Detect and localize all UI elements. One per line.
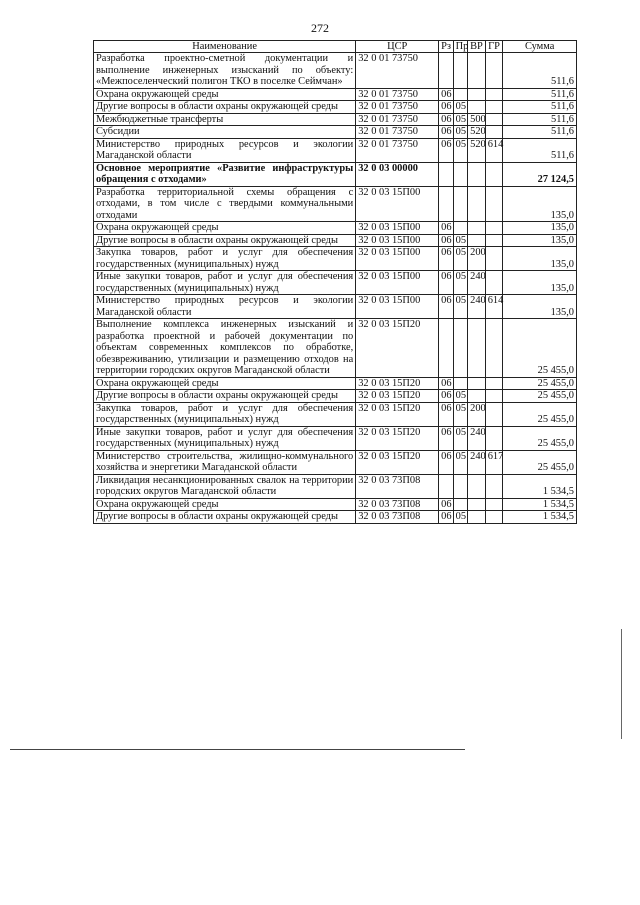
cell-csr: 32 0 03 15П00 [356, 186, 439, 222]
cell-name: Охрана окружающей среды [94, 88, 356, 101]
cell-rz: 06 [439, 138, 454, 162]
cell-sum: 1 534,5 [503, 498, 577, 511]
cell-pr [453, 53, 468, 89]
table-row [94, 295, 577, 319]
cell-name: Другие вопросы в области охраны окружающей среды [94, 390, 356, 403]
cell-name: Выполнение комплекса инженерных изысканий и разработка проектной и рабочей документации по объектам современных комплексов по обработке, обезвреживанию, утилизации и размещению отходов на территории городских округов Магаданской области [94, 319, 356, 378]
cell-vr [468, 511, 486, 524]
cell-sum: 25 455,0 [503, 390, 577, 403]
cell-pr [453, 186, 468, 222]
cell-vr: 200 [468, 402, 486, 426]
cell-gr [485, 234, 503, 247]
cell-csr: 32 0 01 73750 [356, 88, 439, 101]
cell-pr [453, 222, 468, 235]
cell-sum: 25 455,0 [503, 377, 577, 390]
cell-name: Закупка товаров, работ и услуг для обеспечения государственных (муниципальных) нужд [94, 402, 356, 426]
cell-sum: 135,0 [503, 247, 577, 271]
cell-csr: 32 0 01 73750 [356, 138, 439, 162]
budget-table [93, 40, 577, 524]
table-row [94, 402, 577, 426]
cell-vr [468, 319, 486, 378]
cell-gr [485, 113, 503, 126]
cell-gr [485, 377, 503, 390]
cell-gr [485, 426, 503, 450]
cell-vr: 240 [468, 450, 486, 474]
cell-rz: 06 [439, 377, 454, 390]
cell-csr: 32 0 01 73750 [356, 53, 439, 89]
cell-csr: 32 0 03 73П08 [356, 474, 439, 498]
cell-rz: 06 [439, 222, 454, 235]
cell-csr: 32 0 03 73П08 [356, 498, 439, 511]
cell-gr [485, 390, 503, 403]
cell-sum: 135,0 [503, 234, 577, 247]
cell-rz: 06 [439, 126, 454, 139]
margin-mark [621, 629, 622, 739]
cell-csr: 32 0 01 73750 [356, 101, 439, 114]
table-row [94, 450, 577, 474]
cell-pr: 05 [453, 402, 468, 426]
cell-csr: 32 0 03 15П20 [356, 390, 439, 403]
cell-gr [485, 511, 503, 524]
cell-pr: 05 [453, 271, 468, 295]
header-name: Наименование [94, 41, 356, 53]
cell-name: Иные закупки товаров, работ и услуг для обеспечения государственных (муниципальных) нужд [94, 426, 356, 450]
cell-name: Закупка товаров, работ и услуг для обеспечения государственных (муниципальных) нужд [94, 247, 356, 271]
cell-name: Министерство природных ресурсов и экологии Магаданской области [94, 138, 356, 162]
cell-rz: 06 [439, 247, 454, 271]
cell-vr: 520 [468, 138, 486, 162]
header-rz: Рз [439, 41, 454, 53]
cell-name: Субсидии [94, 126, 356, 139]
cell-pr: 05 [453, 247, 468, 271]
header-csr: ЦСР [356, 41, 439, 53]
cell-csr: 32 0 03 15П20 [356, 426, 439, 450]
table-row [94, 390, 577, 403]
cell-rz [439, 53, 454, 89]
cell-name: Основное мероприятие «Развитие инфраструктуры обращения с отходами» [94, 162, 356, 186]
cell-pr: 05 [453, 113, 468, 126]
cell-gr [485, 186, 503, 222]
cell-csr: 32 0 03 15П00 [356, 222, 439, 235]
cell-csr: 32 0 03 73П08 [356, 511, 439, 524]
cell-name: Министерство природных ресурсов и экологии Магаданской области [94, 295, 356, 319]
cell-gr [485, 101, 503, 114]
cell-sum: 135,0 [503, 271, 577, 295]
cell-gr [485, 247, 503, 271]
cell-sum: 135,0 [503, 295, 577, 319]
cell-vr [468, 474, 486, 498]
cell-vr [468, 53, 486, 89]
cell-sum: 135,0 [503, 186, 577, 222]
cell-sum: 25 455,0 [503, 402, 577, 426]
header-vr: ВР [468, 41, 486, 53]
table-row [94, 271, 577, 295]
cell-sum: 25 455,0 [503, 319, 577, 378]
table-row [94, 426, 577, 450]
table-row [94, 474, 577, 498]
cell-vr [468, 88, 486, 101]
cell-sum: 511,6 [503, 88, 577, 101]
table-header-row [94, 41, 577, 53]
cell-rz: 06 [439, 234, 454, 247]
cell-gr: 614 [485, 295, 503, 319]
cell-name: Министерство строительства, жилищно-коммунального хозяйства и энергетики Магаданской области [94, 450, 356, 474]
cell-gr [485, 126, 503, 139]
table-body [94, 53, 577, 524]
cell-pr [453, 88, 468, 101]
cell-sum: 25 455,0 [503, 450, 577, 474]
cell-name: Другие вопросы в области охраны окружающей среды [94, 101, 356, 114]
cell-pr [453, 319, 468, 378]
cell-sum: 1 534,5 [503, 511, 577, 524]
cell-name: Разработка территориальной схемы обращения с отходами, в том числе с твердыми коммунальными отходами [94, 186, 356, 222]
cell-gr [485, 271, 503, 295]
cell-csr: 32 0 03 15П20 [356, 402, 439, 426]
cell-pr: 05 [453, 138, 468, 162]
cell-pr: 05 [453, 450, 468, 474]
cell-gr [485, 474, 503, 498]
cell-rz: 06 [439, 88, 454, 101]
header-pr: Пр [453, 41, 468, 53]
cell-name: Другие вопросы в области охраны окружающей среды [94, 511, 356, 524]
cell-gr [485, 222, 503, 235]
cell-sum: 511,6 [503, 53, 577, 89]
cell-name: Иные закупки товаров, работ и услуг для обеспечения государственных (муниципальных) нужд [94, 271, 356, 295]
table-row [94, 162, 577, 186]
table-row [94, 511, 577, 524]
table-row [94, 88, 577, 101]
cell-pr [453, 474, 468, 498]
cell-csr: 32 0 03 00000 [356, 162, 439, 186]
cell-pr [453, 377, 468, 390]
table-row [94, 186, 577, 222]
cell-csr: 32 0 01 73750 [356, 113, 439, 126]
cell-sum: 25 455,0 [503, 426, 577, 450]
cell-rz: 06 [439, 113, 454, 126]
cell-rz: 06 [439, 511, 454, 524]
cell-vr: 520 [468, 126, 486, 139]
cell-gr [485, 162, 503, 186]
cell-pr: 05 [453, 234, 468, 247]
cell-vr: 240 [468, 426, 486, 450]
cell-vr [468, 101, 486, 114]
cell-vr [468, 186, 486, 222]
table-row [94, 247, 577, 271]
table-row [94, 101, 577, 114]
cell-csr: 32 0 03 15П00 [356, 271, 439, 295]
table-row [94, 222, 577, 235]
page-number: 272 [311, 21, 329, 35]
table-row [94, 234, 577, 247]
cell-sum: 511,6 [503, 138, 577, 162]
cell-vr: 240 [468, 271, 486, 295]
table-row [94, 377, 577, 390]
table-row [94, 53, 577, 89]
table-row [94, 498, 577, 511]
cell-sum: 27 124,5 [503, 162, 577, 186]
cell-rz: 06 [439, 271, 454, 295]
cell-name: Другие вопросы в области охраны окружающей среды [94, 234, 356, 247]
cell-pr [453, 162, 468, 186]
cell-vr [468, 390, 486, 403]
cell-rz: 06 [439, 402, 454, 426]
cell-csr: 32 0 03 15П00 [356, 234, 439, 247]
cell-csr: 32 0 03 15П00 [356, 295, 439, 319]
cell-vr [468, 222, 486, 235]
cell-rz: 06 [439, 101, 454, 114]
cell-rz: 06 [439, 295, 454, 319]
cell-gr: 617 [485, 450, 503, 474]
table-row [94, 138, 577, 162]
cell-csr: 32 0 03 15П20 [356, 450, 439, 474]
header-sum: Сумма [503, 41, 577, 53]
cell-pr: 05 [453, 126, 468, 139]
cell-sum: 511,6 [503, 113, 577, 126]
cell-rz [439, 474, 454, 498]
cell-name: Охрана окружающей среды [94, 222, 356, 235]
cell-name: Межбюджетные трансферты [94, 113, 356, 126]
cell-name: Охрана окружающей среды [94, 498, 356, 511]
table-row [94, 126, 577, 139]
cell-rz [439, 319, 454, 378]
cell-sum: 135,0 [503, 222, 577, 235]
cell-gr [485, 402, 503, 426]
cell-pr: 05 [453, 511, 468, 524]
cell-vr [468, 234, 486, 247]
cell-name: Охрана окружающей среды [94, 377, 356, 390]
cell-vr [468, 162, 486, 186]
cell-sum: 511,6 [503, 101, 577, 114]
cell-gr [485, 53, 503, 89]
cell-vr: 200 [468, 247, 486, 271]
cell-rz [439, 162, 454, 186]
cell-vr: 500 [468, 113, 486, 126]
cell-gr: 614 [485, 138, 503, 162]
cell-name: Ликвидация несанкционированных свалок на территории городских округов Магаданской области [94, 474, 356, 498]
cell-csr: 32 0 03 15П00 [356, 247, 439, 271]
cell-gr [485, 498, 503, 511]
cell-rz [439, 186, 454, 222]
cell-pr: 05 [453, 101, 468, 114]
header-gr: ГР [485, 41, 503, 53]
cell-pr [453, 498, 468, 511]
cell-rz: 06 [439, 426, 454, 450]
cell-name: Разработка проектно-сметной документации и выполнение инженерных изысканий по объекту: «Межпоселенческий полигон ТКО в поселке Сеймчан» [94, 53, 356, 89]
cell-rz: 06 [439, 498, 454, 511]
cell-pr: 05 [453, 426, 468, 450]
cell-vr [468, 498, 486, 511]
table-row [94, 113, 577, 126]
cell-pr: 05 [453, 390, 468, 403]
cell-gr [485, 88, 503, 101]
cell-pr: 05 [453, 295, 468, 319]
cell-csr: 32 0 01 73750 [356, 126, 439, 139]
cell-gr [485, 319, 503, 378]
table-row [94, 319, 577, 378]
cell-rz: 06 [439, 450, 454, 474]
cell-vr [468, 377, 486, 390]
cell-csr: 32 0 03 15П20 [356, 319, 439, 378]
cell-sum: 1 534,5 [503, 474, 577, 498]
cell-sum: 511,6 [503, 126, 577, 139]
cell-vr: 240 [468, 295, 486, 319]
cell-rz: 06 [439, 390, 454, 403]
bottom-rule [10, 749, 465, 750]
cell-csr: 32 0 03 15П20 [356, 377, 439, 390]
